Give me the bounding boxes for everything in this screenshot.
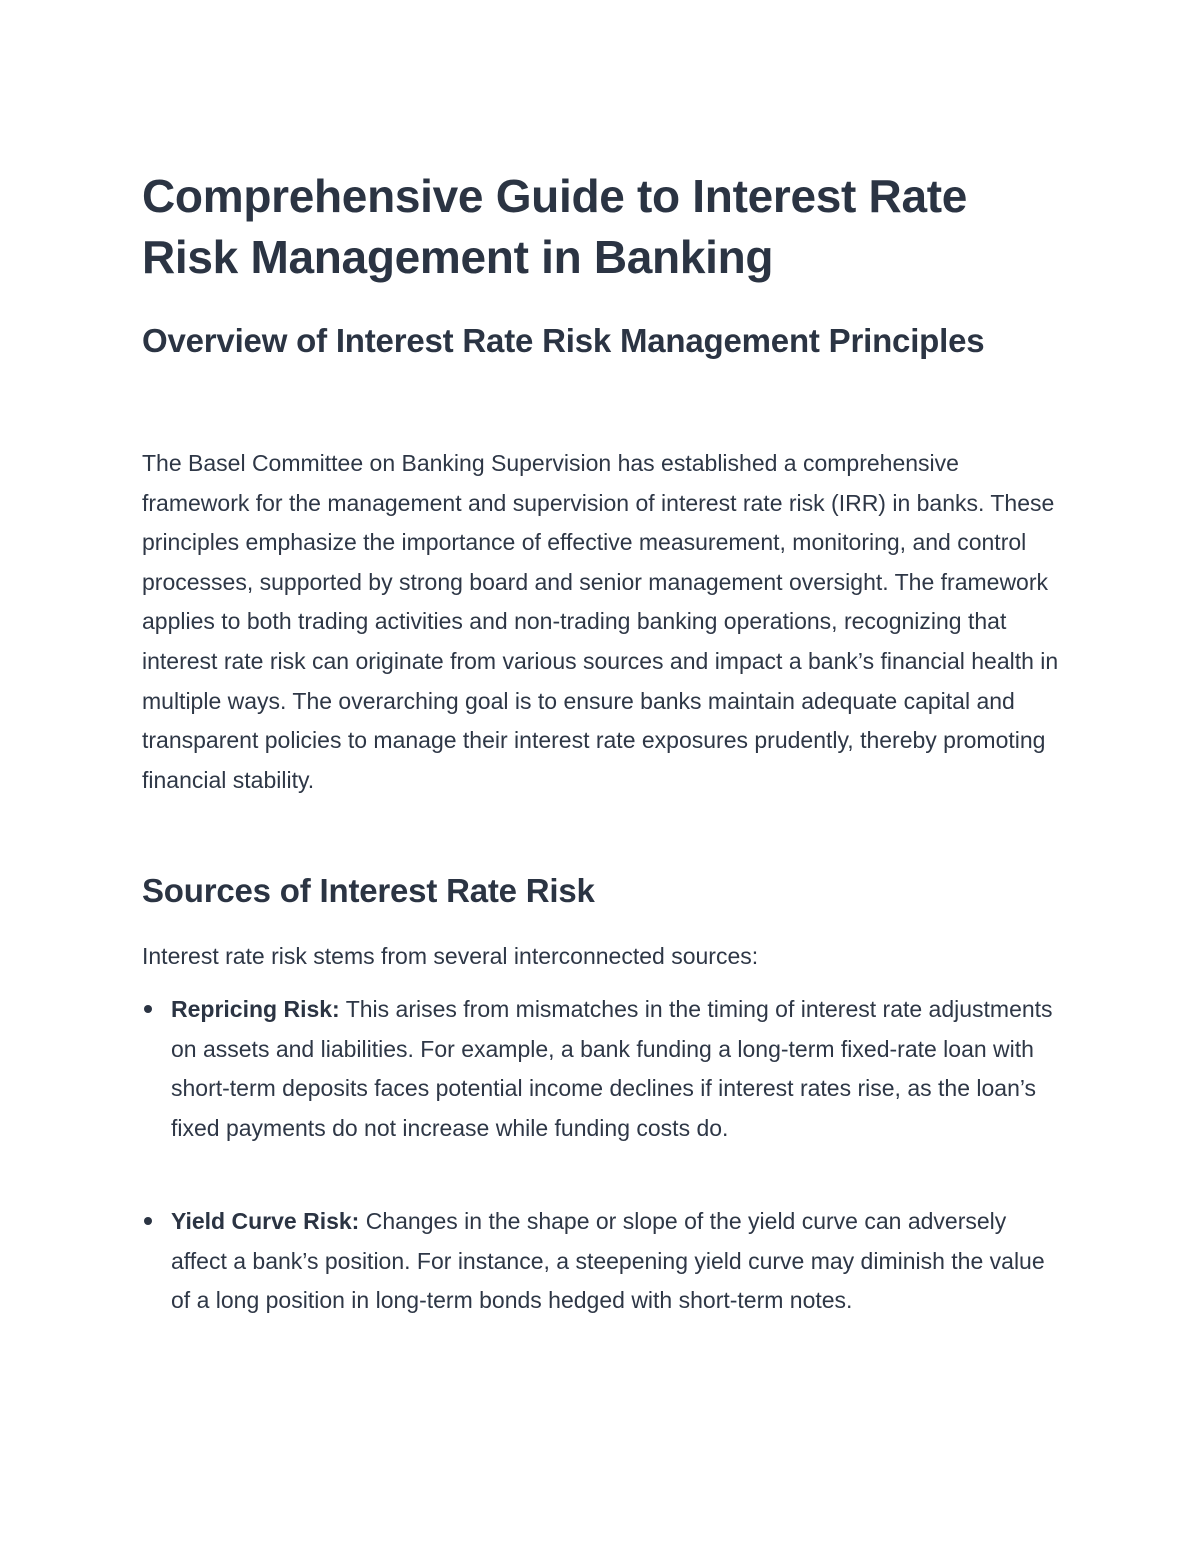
bullet-point-icon <box>144 1217 152 1225</box>
bullet-term: Repricing Risk: <box>171 996 340 1022</box>
section-heading-overview: Overview of Interest Rate Risk Management Principles <box>142 322 985 359</box>
section-heading-sources: Sources of Interest Rate Risk <box>142 872 595 909</box>
overview-paragraph: The Basel Committee on Banking Supervision has established a comprehensive framework for the management and supervision of interest rate risk (IRR) in banks. These principles emphasize the importance of effective measurement, monitoring, and control processes, supported by strong board and senior management oversight. The framework applies to both trading activities and non-trading banking operations, recognizing that interest rate risk can originate from various sources and impact a bank’s financial health in multiple ways. The overarching goal is to ensure banks maintain adequate capital and transparent policies to manage their interest rate exposures prudently, thereby promoting financial stability. <box>142 450 1059 793</box>
bullet-body <box>171 990 1062 1148</box>
bullet-text: This arises from mismatches in the timing of interest rate adjustments on assets and liabilities. For example, a bank funding a long-term fixed-rate loan with short-term deposits faces potential income declines if interest rates rise, as the loan’s fixed payments do not increase while funding costs do. <box>171 996 1053 1141</box>
sources-intro-paragraph: Interest rate risk stems from several interconnected sources: <box>142 943 759 969</box>
bullet-term: Yield Curve Risk: <box>171 1208 360 1234</box>
list-item-yield-curve-risk <box>142 1202 1062 1321</box>
list-item-repricing-risk <box>142 990 1062 1148</box>
bullet-text: Changes in the shape or slope of the yield curve can adversely affect a bank’s position. For instance, a steepening yield curve may diminish the value of a long position in long-term bonds hedged with short-term notes. <box>171 1208 1045 1314</box>
bullet-body <box>171 1202 1062 1321</box>
document-title: Comprehensive Guide to Interest Rate Risk Management in Banking <box>142 170 968 283</box>
bullet-point-icon <box>144 1005 152 1013</box>
